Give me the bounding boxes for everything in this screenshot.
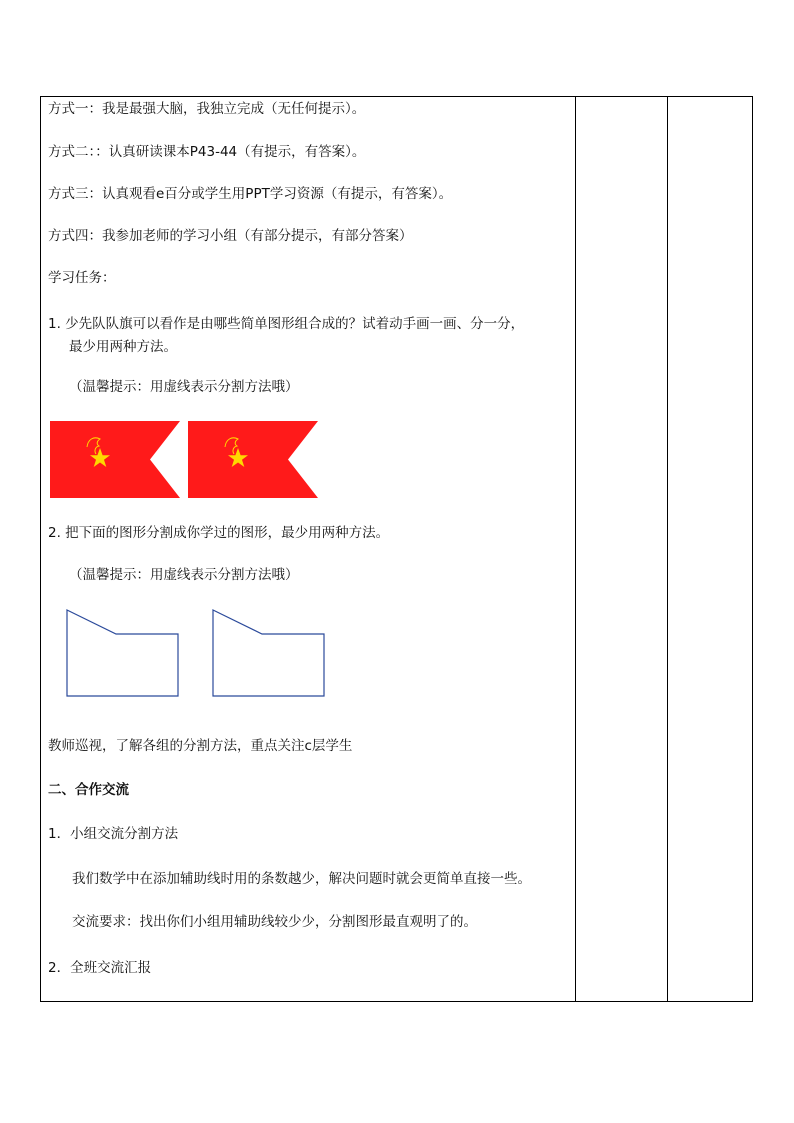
- item1: 1．小组交流分割方法: [48, 826, 179, 842]
- task1-line1: 1. 少先队队旗可以看作是由哪些简单图形组合成的？试着动手画一画、分一分，: [48, 316, 525, 332]
- section2-title: 二、合作交流: [48, 782, 129, 798]
- para2: 交流要求：找出你们小组用辅助线较少少，分割图形最直观明了的。: [72, 914, 477, 930]
- column-divider-1: [575, 96, 576, 1002]
- teacher-note: 教师巡视，了解各组的分割方法，重点关注c层学生: [48, 738, 353, 754]
- tasks-heading: 学习任务：: [48, 270, 116, 286]
- item2: 2．全班交流汇报: [48, 960, 152, 976]
- pentagon-outline-shape: [212, 609, 326, 697]
- task2-line1: 2. 把下面的图形分割成你学过的图形，最少用两种方法。: [48, 525, 390, 541]
- young-pioneer-flag-icon: [50, 421, 180, 498]
- column-divider-2: [667, 96, 668, 1002]
- method-2: 方式二：：认真研读课本P43-44（有提示，有答案）。: [48, 144, 366, 160]
- method-4: 方式四：我参加老师的学习小组（有部分提示，有部分答案）: [48, 228, 413, 244]
- method-1: 方式一：我是最强大脑，我独立完成（无任何提示）。: [48, 101, 366, 117]
- para1: 我们数学中在添加辅助线时用的条数越少，解决问题时就会更简单直接一些。: [72, 871, 531, 887]
- method-3: 方式三：认真观看e百分或学生用PPT学习资源（有提示，有答案）。: [48, 186, 453, 202]
- pentagon-outline-shape: [66, 609, 180, 697]
- task2-hint: （温馨提示：用虚线表示分割方法哦）: [69, 567, 299, 583]
- task1-hint: （温馨提示：用虚线表示分割方法哦）: [69, 379, 299, 395]
- task1-line2: 最少用两种方法。: [69, 339, 177, 355]
- young-pioneer-flag-icon: [188, 421, 318, 498]
